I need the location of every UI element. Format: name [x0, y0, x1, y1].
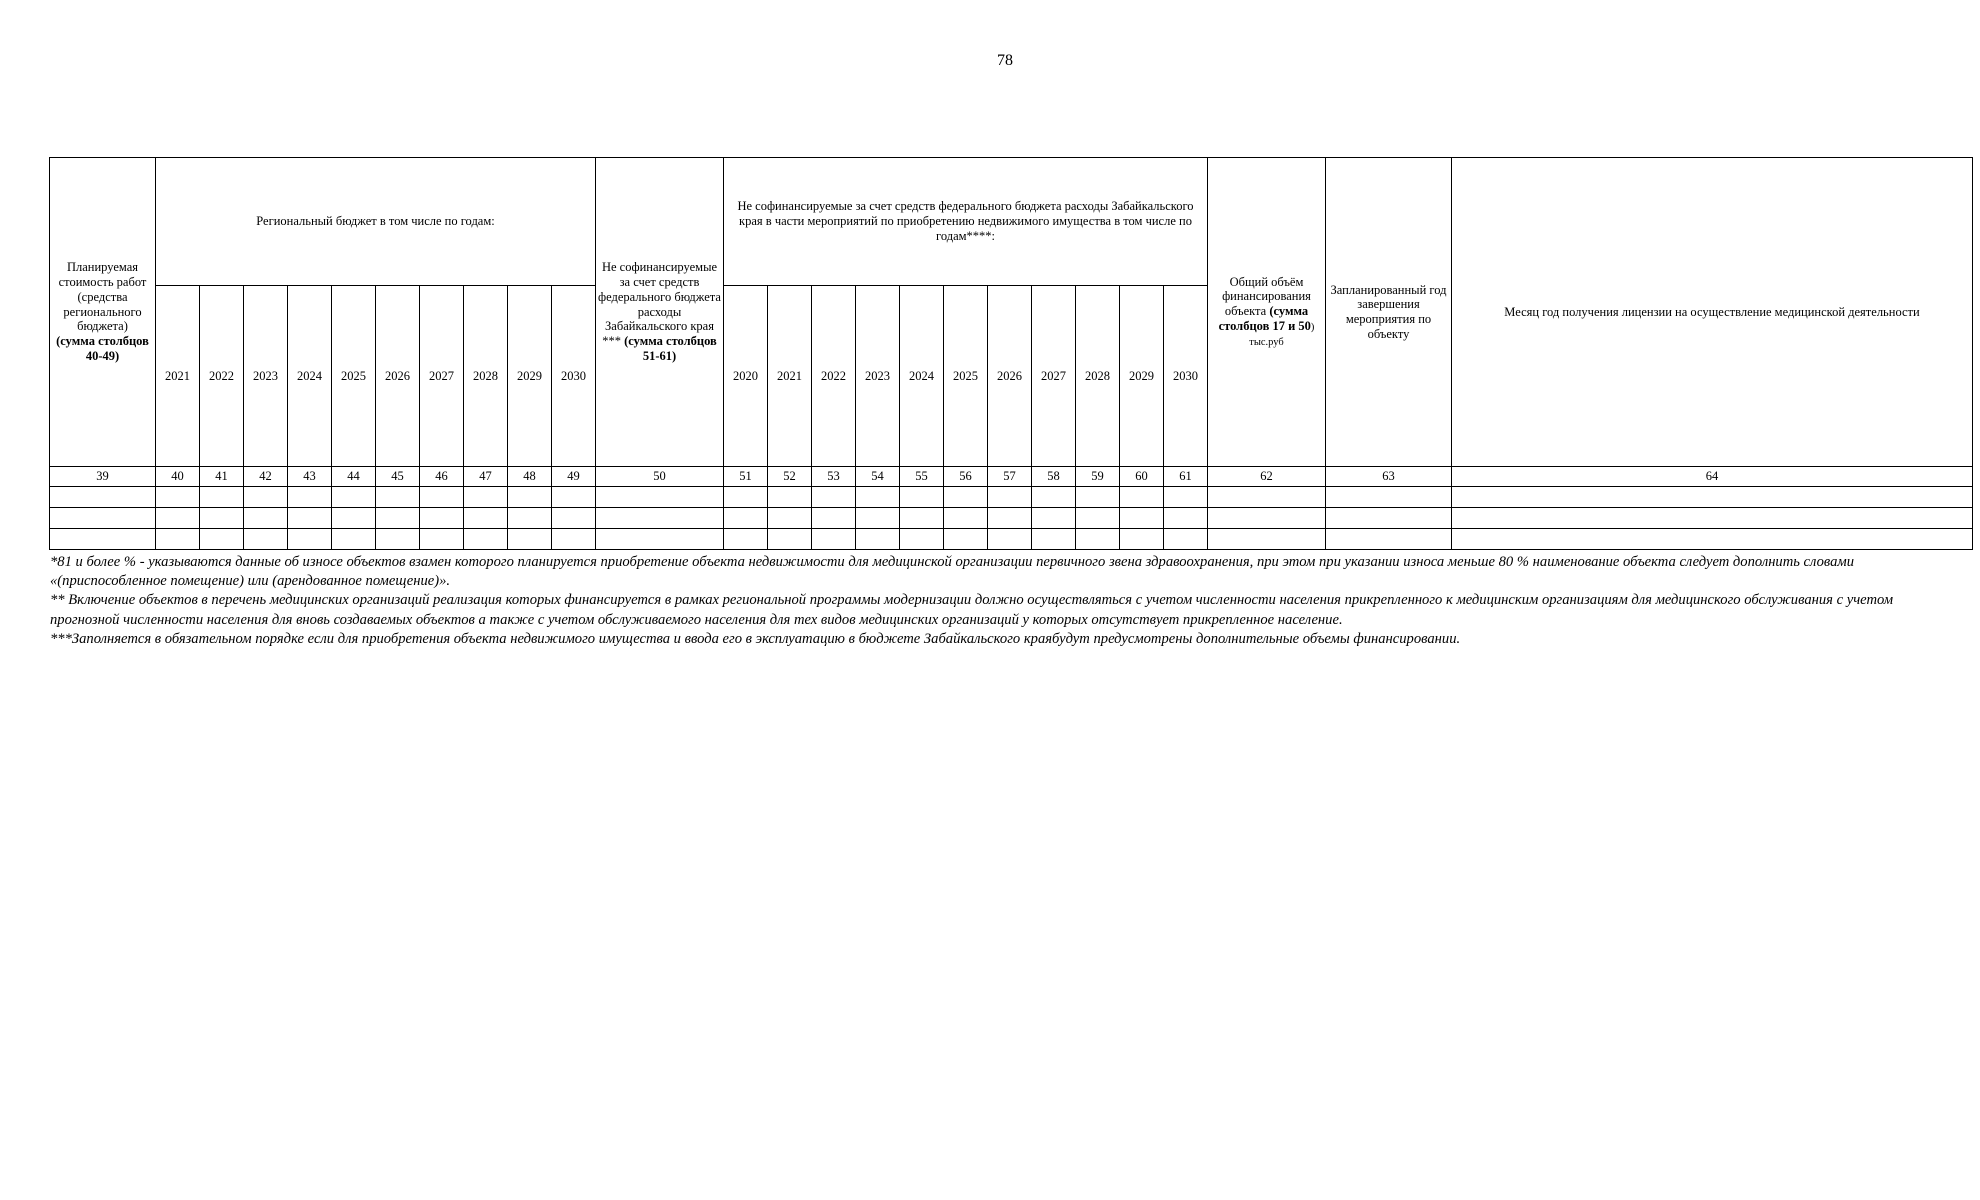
- table-cell: [1076, 487, 1120, 508]
- header-row-top: [50, 158, 1973, 286]
- year-header-not-cofinanced: 2024: [900, 286, 944, 467]
- year-header-not-cofinanced: 2027: [1032, 286, 1076, 467]
- year-header-regional: 2028: [464, 286, 508, 467]
- table-cell: [944, 487, 988, 508]
- column-number-cell: 40: [156, 467, 200, 487]
- table-cell: [332, 487, 376, 508]
- column-number-cell: 46: [420, 467, 464, 487]
- table-cell: [1032, 508, 1076, 529]
- footnote-3: ***Заполняется в обязательном порядке если для приобретения объекта недвижимого имущества и ввода его в эксплуатацию в бюджете Забайкальского краябудут предусмотрены дополнительные объемы финансировании.: [50, 630, 1461, 647]
- table-cell: [288, 508, 332, 529]
- table-cell: [1076, 508, 1120, 529]
- table-cell: [900, 529, 944, 550]
- footnotes: [50, 553, 1960, 649]
- table-cell: [464, 529, 508, 550]
- table-cell: [900, 487, 944, 508]
- table-cell: [508, 529, 552, 550]
- table-cell: [288, 487, 332, 508]
- header-planned-year: Запланированный год завершения мероприятия по объекту: [1326, 158, 1452, 467]
- header-planned-cost: Планируемая стоимость работ (средства регионального бюджета) (сумма столбцов 40-49): [50, 158, 156, 467]
- column-number-cell: 50: [596, 467, 724, 487]
- year-header-not-cofinanced: 2029: [1120, 286, 1164, 467]
- table-cell: [944, 529, 988, 550]
- table-cell: [596, 508, 724, 529]
- year-header-not-cofinanced: 2020: [724, 286, 768, 467]
- table-cell: [724, 529, 768, 550]
- table-cell: [1032, 529, 1076, 550]
- table-cell: [156, 487, 200, 508]
- column-number-cell: 54: [856, 467, 900, 487]
- table-row: [50, 487, 1973, 508]
- table-cell: [988, 508, 1032, 529]
- year-header-regional: 2025: [332, 286, 376, 467]
- page-number: 78: [997, 52, 1013, 69]
- financing-table: [49, 157, 1973, 550]
- column-number-cell: 48: [508, 467, 552, 487]
- year-header-not-cofinanced: 2028: [1076, 286, 1120, 467]
- column-number-cell: 57: [988, 467, 1032, 487]
- table-cell: [1208, 508, 1326, 529]
- table-cell: [464, 508, 508, 529]
- table-cell: [420, 529, 464, 550]
- column-numbers-row: [50, 467, 1973, 487]
- table-cell: [552, 487, 596, 508]
- footnote-1: *81 и более % - указываются данные об износе объектов взамен которого планируется приобретение объекта недвижимости для медицинской организации первичного звена здравоохранения, при этом при указании износа меньше 80 % наименование объекта следует дополнить словами «(приспособленное помещение) или (арендованное помещение)».: [50, 554, 1855, 590]
- table-cell: [1120, 487, 1164, 508]
- table-cell: [1120, 508, 1164, 529]
- table-cell: [332, 508, 376, 529]
- table-cell: [156, 508, 200, 529]
- table-cell: [1452, 529, 1973, 550]
- table-cell: [856, 487, 900, 508]
- table-cell: [724, 487, 768, 508]
- column-number-cell: 62: [1208, 467, 1326, 487]
- table-cell: [376, 529, 420, 550]
- table-cell: [464, 487, 508, 508]
- column-number-cell: 56: [944, 467, 988, 487]
- table-cell: [288, 529, 332, 550]
- year-header-regional: 2027: [420, 286, 464, 467]
- year-header-regional: 2024: [288, 286, 332, 467]
- table-cell: [200, 508, 244, 529]
- table-cell: [988, 529, 1032, 550]
- column-number-cell: 45: [376, 467, 420, 487]
- table-cell: [856, 508, 900, 529]
- column-number-cell: 44: [332, 467, 376, 487]
- table-cell: [768, 487, 812, 508]
- column-number-cell: 42: [244, 467, 288, 487]
- column-number-cell: 63: [1326, 467, 1452, 487]
- table-cell: [376, 487, 420, 508]
- year-header-not-cofinanced: 2025: [944, 286, 988, 467]
- column-number-cell: 43: [288, 467, 332, 487]
- table-cell: [988, 487, 1032, 508]
- year-header-regional: 2030: [552, 286, 596, 467]
- table-cell: [1164, 487, 1208, 508]
- column-number-cell: 52: [768, 467, 812, 487]
- table-cell: [200, 487, 244, 508]
- column-number-cell: 58: [1032, 467, 1076, 487]
- table-cell: [1164, 508, 1208, 529]
- column-number-cell: 61: [1164, 467, 1208, 487]
- column-number-cell: 41: [200, 467, 244, 487]
- table-cell: [724, 508, 768, 529]
- table-cell: [508, 487, 552, 508]
- year-header-not-cofinanced: 2026: [988, 286, 1032, 467]
- table-cell: [1326, 529, 1452, 550]
- header-license-date: Месяц год получения лицензии на осуществление медицинской деятельности: [1452, 158, 1973, 467]
- column-number-cell: 51: [724, 467, 768, 487]
- table-cell: [200, 529, 244, 550]
- column-number-cell: 47: [464, 467, 508, 487]
- table-cell: [508, 508, 552, 529]
- table-cell: [596, 529, 724, 550]
- year-header-not-cofinanced: 2023: [856, 286, 900, 467]
- table-cell: [812, 529, 856, 550]
- table-cell: [596, 487, 724, 508]
- year-header-not-cofinanced: 2021: [768, 286, 812, 467]
- table-row: [50, 529, 1973, 550]
- table-row: [50, 508, 1973, 529]
- table-cell: [50, 529, 156, 550]
- table-cell: [1452, 508, 1973, 529]
- table-cell: [856, 529, 900, 550]
- column-number-cell: 60: [1120, 467, 1164, 487]
- table-cell: [420, 487, 464, 508]
- table-cell: [1164, 529, 1208, 550]
- year-header-regional: 2026: [376, 286, 420, 467]
- table-cell: [50, 508, 156, 529]
- table-cell: [1208, 529, 1326, 550]
- year-header-regional: 2022: [200, 286, 244, 467]
- column-number-cell: 55: [900, 467, 944, 487]
- table-cell: [1208, 487, 1326, 508]
- header-total-financing: Общий объём финансирования объекта (сумма столбцов 17 и 50) тыс.руб: [1208, 158, 1326, 467]
- header-regional-budget: Региональный бюджет в том числе по годам:: [156, 158, 596, 286]
- year-header-not-cofinanced: 2030: [1164, 286, 1208, 467]
- table-cell: [812, 487, 856, 508]
- column-number-cell: 64: [1452, 467, 1973, 487]
- table-cell: [1326, 487, 1452, 508]
- year-header-regional: 2029: [508, 286, 552, 467]
- table-cell: [332, 529, 376, 550]
- table-cell: [1452, 487, 1973, 508]
- year-header-regional: 2021: [156, 286, 200, 467]
- table-cell: [768, 508, 812, 529]
- table-cell: [768, 529, 812, 550]
- footnote-2: ** Включение объектов в перечень медицинских организаций реализация которых финансируется в рамках региональной программы модернизации должно осуществляться с учетом численности населения прикрепленного к медицинским организациям для медицинского обслуживания с учетом прогнозной численности населения для вновь создаваемых объектов а также с учетом обслуживаемого населения для тех видов медицинских организаций у которых отсутствует прикрепленное население.: [50, 592, 1894, 628]
- table-cell: [50, 487, 156, 508]
- year-header-regional: 2023: [244, 286, 288, 467]
- year-header-not-cofinanced: 2022: [812, 286, 856, 467]
- table-cell: [244, 508, 288, 529]
- table-cell: [376, 508, 420, 529]
- table-cell: [1326, 508, 1452, 529]
- table-cell: [156, 529, 200, 550]
- table-cell: [244, 487, 288, 508]
- table-cell: [1076, 529, 1120, 550]
- table-cell: [812, 508, 856, 529]
- table-cell: [552, 508, 596, 529]
- table-cell: [944, 508, 988, 529]
- table-cell: [900, 508, 944, 529]
- header-not-cofinanced-years-group: Не софинансируемые за счет средств федерального бюджета расходы Забайкальского края в части мероприятий по приобретению недвижимого имущества в том числе по годам****:: [724, 158, 1208, 286]
- column-number-cell: 59: [1076, 467, 1120, 487]
- table-cell: [420, 508, 464, 529]
- column-number-cell: 53: [812, 467, 856, 487]
- column-number-cell: 39: [50, 467, 156, 487]
- column-number-cell: 49: [552, 467, 596, 487]
- table-cell: [244, 529, 288, 550]
- table-cell: [1032, 487, 1076, 508]
- header-not-cofinanced: Не софинансируемые за счет средств федерального бюджета расходы Забайкальского края *** (сумма столбцов 51-61): [596, 158, 724, 467]
- table-cell: [1120, 529, 1164, 550]
- table-cell: [552, 529, 596, 550]
